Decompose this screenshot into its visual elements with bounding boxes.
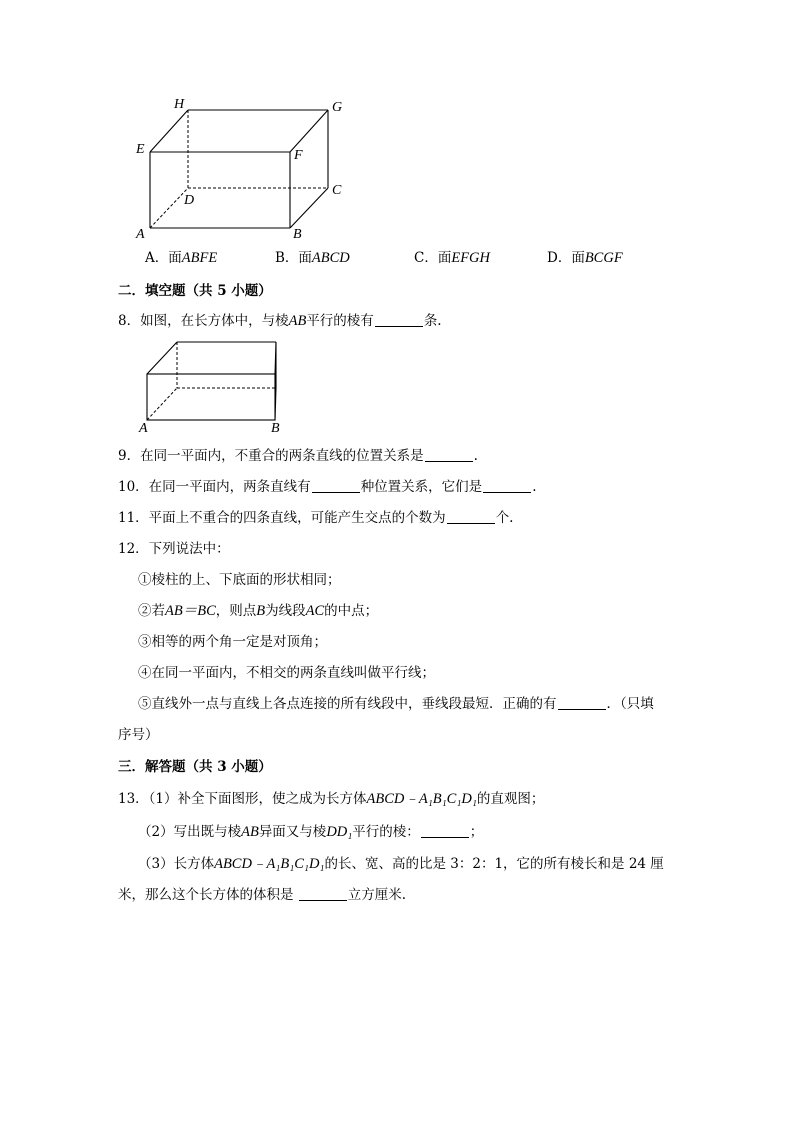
q13-part-3 <box>138 854 664 874</box>
q12-statement-1: ①棱柱的上、下底面的形状相同； <box>138 572 341 588</box>
vertex-label-D: D <box>184 193 195 208</box>
vertex-label-A: A <box>136 227 145 242</box>
q9-post: . <box>473 448 478 464</box>
option-b-letter: B．面 <box>275 250 312 266</box>
q12-statement-5-cont: 序号） <box>118 727 159 743</box>
edge-top-left <box>147 342 177 374</box>
front-face <box>147 374 275 420</box>
vertex-label-A: A <box>139 421 148 436</box>
q12-s2c: 为线段 <box>265 603 306 619</box>
q13-p2-dd: DD₁ <box>326 824 353 840</box>
cuboid-figure-q8 <box>135 336 295 436</box>
vertex-label-F: F <box>294 148 303 163</box>
q13-p3-box: ABCD﹣A₁B₁C₁D₁ <box>214 856 325 872</box>
question-10 <box>118 477 536 497</box>
question-12-title: 12．下列说法中： <box>118 541 230 557</box>
question-11 <box>118 508 513 528</box>
option-a-letter: A．面 <box>145 250 182 266</box>
q13-p3a: （3）长方体 <box>138 856 215 872</box>
q9-answer-blank <box>425 447 473 462</box>
cuboid-figure-q7 <box>130 90 360 245</box>
vertex-label-G: G <box>332 100 343 115</box>
q12-s5a: ⑤直线外一点与直线上各点连接的所有线段中，垂线段最短．正确的有 <box>138 696 557 712</box>
option-a <box>145 248 217 268</box>
q13-p3-answer-blank <box>299 886 347 901</box>
q12-statement-5 <box>138 694 654 714</box>
vertex-label-H: H <box>174 97 185 112</box>
question-9 <box>118 446 478 466</box>
section-2-heading: 二．填空题（共 5 小题） <box>118 283 272 299</box>
q12-s2-segment: AC <box>305 603 325 619</box>
q12-statement-2 <box>138 601 378 621</box>
option-c-value: EFGH <box>451 250 491 266</box>
edge-EH <box>150 110 188 152</box>
option-b-value: ABCD <box>311 250 350 266</box>
q12-s2-equation: AB＝BC <box>165 603 216 619</box>
q11-pre: 11．平面上不重合的四条直线，可能产生交点的个数为 <box>118 510 446 526</box>
q11-post: 个. <box>495 510 514 526</box>
q13-p2-ab: AB <box>241 824 259 840</box>
q12-statement-4: ④在同一平面内，不相交的两条直线叫做平行线； <box>138 665 435 681</box>
q13-part-2 <box>138 822 483 842</box>
q10-post: . <box>532 479 537 495</box>
option-b <box>275 248 350 268</box>
q13-p1a: 13．（1）补全下面图形，使之成为长方体 <box>118 791 367 807</box>
q10-answer-blank-1 <box>312 478 360 493</box>
edge-FG <box>290 110 328 152</box>
vertex-label-B: B <box>293 227 302 242</box>
q13-part-3-cont <box>118 885 406 905</box>
q8-answer-blank <box>375 312 423 327</box>
q12-statement-3: ③相等的两个角一定是对顶角； <box>138 634 327 650</box>
q12-s2d: 的中点； <box>324 603 379 619</box>
q13-p2b: 异面又与棱 <box>258 824 327 840</box>
q10-answer-blank-2 <box>483 478 531 493</box>
option-d <box>547 248 623 268</box>
option-c <box>414 248 490 268</box>
hidden-edge-diagonal <box>147 388 177 420</box>
q8-mid: 平行的棱有 <box>306 313 374 329</box>
q13-p2a: （2）写出既与棱 <box>138 824 242 840</box>
hidden-edge-AD <box>150 188 188 228</box>
q10-pre: 10．在同一平面内，两条直线有 <box>118 479 311 495</box>
q8-post: 条. <box>423 313 442 329</box>
vertex-label-B: B <box>271 421 280 436</box>
vertex-label-E: E <box>136 142 145 157</box>
q12-answer-blank <box>558 695 606 710</box>
q13-p3c: 米，那么这个长方体的体积是 <box>118 887 298 903</box>
q11-answer-blank <box>447 509 495 524</box>
q13-p3d: 立方厘米. <box>347 887 407 903</box>
q8-ab: AB <box>288 313 307 329</box>
q13-p1b: 的直观图； <box>476 791 545 807</box>
q13-p3b: 的长、宽、高的比是 3：2：1，它的所有棱长和是 24 厘 <box>324 856 664 872</box>
q12-s2-point: B <box>256 603 266 619</box>
q8-pre: 8．如图，在长方体中，与棱 <box>118 313 289 329</box>
q9-pre: 9．在同一平面内，不重合的两条直线的位置关系是 <box>118 448 424 464</box>
q13-p1-box: ABCD﹣A₁B₁C₁D₁ <box>366 791 477 807</box>
q13-p2d: ； <box>469 824 484 840</box>
option-c-letter: C．面 <box>414 250 452 266</box>
q10-mid: 种位置关系，它们是 <box>360 479 483 495</box>
q13-p2-answer-blank <box>421 823 469 838</box>
q13-part-1 <box>118 789 544 809</box>
option-a-value: ABFE <box>181 250 218 266</box>
q13-p2c: 平行的棱： <box>352 824 420 840</box>
edge-BC <box>290 188 328 228</box>
section-3-heading: 三．解答题（共 3 小题） <box>118 759 272 775</box>
question-8 <box>118 311 442 331</box>
q12-s2a: ②若 <box>138 603 165 619</box>
q12-s5b: ．（只填 <box>606 696 654 712</box>
option-d-letter: D．面 <box>547 250 585 266</box>
q12-s2b: ，则点 <box>215 603 257 619</box>
vertex-label-C: C <box>332 183 342 198</box>
option-d-value: BCGF <box>584 250 623 266</box>
